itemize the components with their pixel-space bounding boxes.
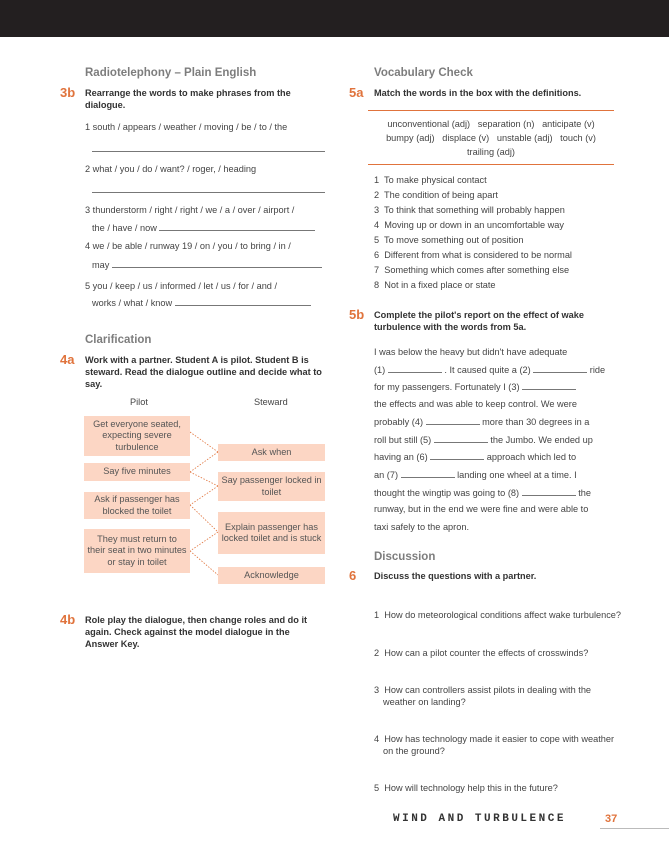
exercise-3b-instruction: Rearrange the words to make phrases from the dialogue. <box>85 88 291 110</box>
definition-2: 2 The condition of being apart <box>374 190 498 200</box>
definition-3: 3 To think that something will probably happen <box>374 205 565 215</box>
footer-rule <box>600 828 669 829</box>
steward-box-2: Say passenger locked in toilet <box>218 472 325 501</box>
exercise-6-instruction: Discuss the questions with a partner. <box>374 571 537 581</box>
pilot-column-header: Pilot <box>130 397 148 407</box>
connector-line <box>190 505 218 532</box>
pilot-box-3: Ask if passenger has blocked the toilet <box>84 492 190 519</box>
definition-8: 8 Not in a fixed place or state <box>374 280 496 290</box>
discussion-question-1: 1 How do meteorological conditions affect wake turbulence? <box>374 610 622 620</box>
gap-5[interactable] <box>434 433 488 443</box>
gap-7[interactable] <box>401 468 455 478</box>
exercise-3b-item-4: 4 we / be able / runway 19 / on / you / to bring / in / <box>85 241 291 251</box>
exercise-3b-item-1: 1 south / appears / weather / moving / be / to / the <box>85 122 288 132</box>
definition-6: 6 Different from what is considered to be normal <box>374 250 572 260</box>
gap-6[interactable] <box>430 450 484 460</box>
page-number: 37 <box>605 813 618 825</box>
exercise-5b-number: 5b <box>349 307 365 322</box>
report-line-10: runway, but in the end we were fine and were able to <box>374 504 589 514</box>
discussion-question-5: 5 How will technology help this in the future? <box>374 783 558 793</box>
definition-4: 4 Moving up or down in an uncomfortable way <box>374 220 564 230</box>
gap-4[interactable] <box>426 415 480 425</box>
word-box-line-3: trailing (adj) <box>467 147 515 157</box>
exercise-5b-instruction: Complete the pilot's report on the effect of wake turbulence with the words from 5a. <box>374 310 584 332</box>
report-line-5: probably (4) more than 30 degrees in a <box>374 417 590 427</box>
pilot-box-1: Get everyone seated, expecting severe turbulence <box>84 416 190 456</box>
exercise-4b-instruction: Role play the dialogue, then change roles and do it again. Check against the model dialogue in the Answer Key. <box>85 615 308 649</box>
steward-box-3: Explain passenger has locked toilet and is stuck <box>218 512 325 554</box>
steward-box-4: Acknowledge <box>218 567 325 584</box>
heading-vocabulary-check: Vocabulary Check <box>374 67 473 79</box>
discussion-questions <box>374 587 624 809</box>
exercise-3b-item-3-cont: the / have / now <box>92 221 315 234</box>
heading-radiotelephony: Radiotelephony – Plain English <box>85 67 257 79</box>
exercise-4b-number: 4b <box>60 612 76 627</box>
exercise-3b-number: 3b <box>60 85 76 100</box>
exercise-4a-instruction: Work with a partner. Student A is pilot. Student B is steward. Read the dialogue outline and decide what to say. <box>85 355 322 389</box>
report-line-1: I was below the heavy but didn't have adequate <box>374 347 568 357</box>
exercise-6-number: 6 <box>349 568 357 583</box>
word-box-top-rule <box>368 110 614 111</box>
definition-5: 5 To move something out of position <box>374 235 524 245</box>
exercise-3b-item-3: 3 thunderstorm / right / right / we / a / over / airport / <box>85 205 295 215</box>
report-line-6: roll but still (5) the Jumbo. We ended up <box>374 435 593 445</box>
discussion-question-4: 4 How has technology made it easier to cope with weather on the ground? <box>374 734 617 756</box>
word-box-line-2: bumpy (adj) displace (v) unstable (adj) touch (v) <box>386 133 596 143</box>
report-line-9: thought the wingtip was going to (8) the <box>374 488 591 498</box>
exercise-3b-item-4-cont: may <box>92 258 322 271</box>
definition-7: 7 Something which comes after something else <box>374 265 570 275</box>
pilot-box-4: They must return to their seat in two minutes or stay in toilet <box>84 529 190 573</box>
connector-line <box>190 472 218 486</box>
word-box-bottom-rule <box>368 164 614 165</box>
connector-line <box>190 486 218 505</box>
report-line-2: (1) . It caused quite a (2) ride <box>374 365 606 375</box>
pilot-box-2: Say five minutes <box>84 463 190 481</box>
exercise-3b-item-2: 2 what / you / do / want? / roger, / heading <box>85 164 257 174</box>
connector-line <box>190 532 218 551</box>
exercise-4a-number: 4a <box>60 352 75 367</box>
word-box-line-1: unconventional (adj) separation (n) anticipate (v) <box>387 119 595 129</box>
exercise-3b-item-5-cont: works / what / know <box>92 296 311 309</box>
heading-discussion: Discussion <box>374 551 436 563</box>
connector-line <box>190 551 218 575</box>
report-line-3: for my passengers. Fortunately I (3) <box>374 380 576 393</box>
gap-3[interactable] <box>522 380 576 390</box>
gap-2[interactable] <box>533 363 587 373</box>
gap-8[interactable] <box>522 486 576 496</box>
steward-column-header: Steward <box>254 397 288 407</box>
steward-box-1: Ask when <box>218 444 325 461</box>
report-line-4: the effects and was able to keep control. We were <box>374 399 577 409</box>
report-line-7: having an (6) approach which led to <box>374 452 577 462</box>
gap-1[interactable] <box>388 363 442 373</box>
report-line-11: taxi safely to the apron. <box>374 522 469 532</box>
heading-clarification: Clarification <box>85 334 152 346</box>
exercise-5a-instruction: Match the words in the box with the definitions. <box>374 88 582 98</box>
report-line-8: an (7) landing one wheel at a time. I <box>374 470 577 480</box>
exercise-3b-item-5: 5 you / keep / us / informed / let / us / for / and / <box>85 281 278 291</box>
discussion-question-2: 2 How can a pilot counter the effects of crosswinds? <box>374 647 589 658</box>
definition-1: 1 To make physical contact <box>374 175 487 185</box>
connector-line <box>190 432 218 452</box>
connector-line <box>190 452 218 472</box>
chapter-title: WIND AND TURBULENCE <box>393 813 566 825</box>
discussion-question-3: 3 How can controllers assist pilots in dealing with the weather on landing? <box>374 685 594 707</box>
exercise-5a-number: 5a <box>349 85 364 100</box>
